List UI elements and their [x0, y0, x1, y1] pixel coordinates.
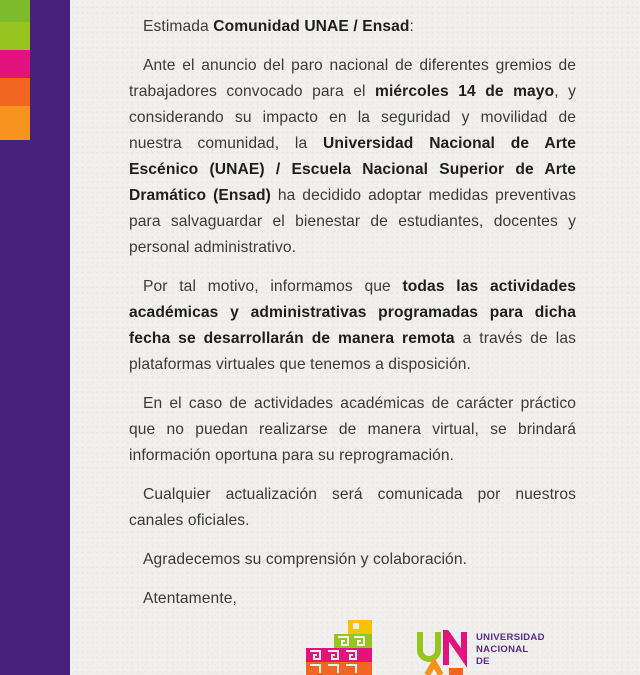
- greeting: [129, 14, 576, 40]
- color-swatch-magenta: [0, 50, 30, 78]
- unae-logo-mark-icon: [417, 630, 473, 675]
- university-name-line-2: NACIONAL: [476, 644, 529, 655]
- strike-date: miércoles 14 de mayo: [375, 83, 555, 100]
- ensad-logo-icon: [302, 618, 378, 675]
- paragraph-practical-activities: En el caso de actividades académicas de carácter práctico que no puedan realizarse de manera virtual, se brindará información oportuna para su reprogramación.: [129, 395, 576, 464]
- color-swatch-green: [0, 0, 30, 22]
- paragraph-announcement: Ante el anuncio del paro nacional de diferentes gremios de trabajadores convocado para el miércoles 14 de mayo, y considerando su impacto en la seguridad y movilidad de nuestra comunidad, la Universidad Nacional de Arte Escénico (UNAE) / Escuela Nacional Superior de Arte Dramático (Ensad) ha decidido adoptar medidas preventivas para salvaguardar el bienestar de estudiantes, docentes y personal administrativo.: [129, 57, 576, 256]
- university-name-line-1: UNIVERSIDAD: [476, 632, 545, 643]
- letter-body: [129, 14, 576, 625]
- closing: Atentamente,: [143, 590, 237, 607]
- remote-notice: todas las actividades académicas y administrativas programadas para dicha fecha se desarrollarán de manera remota: [129, 278, 576, 347]
- greeting-prefix: Estimada: [143, 18, 214, 35]
- paragraph-updates: Cualquier actualización será comunicada por nuestros canales oficiales.: [129, 486, 576, 529]
- greeting-suffix: :: [409, 18, 414, 35]
- color-swatch-amber: [0, 106, 30, 140]
- color-swatch-orange: [0, 78, 30, 106]
- university-name-line-3: DE: [476, 656, 490, 667]
- greeting-recipient: Comunidad UNAE / Ensad: [213, 18, 410, 35]
- institution-name: Universidad Nacional de Arte Escénico (UNAE) / Escuela Nacional Superior de Arte Dramático (Ensad): [129, 135, 576, 204]
- sidebar-band: [0, 0, 70, 675]
- university-name: [476, 632, 545, 668]
- paragraph-remote-activities: Por tal motivo, informamos que todas las actividades académicas y administrativas programadas para dicha fecha se desarrollarán de manera remota a través de las plataformas virtuales que tenemos a disposición.: [129, 278, 576, 373]
- paragraph-thanks: Agradecemos su comprensión y colaboración.: [143, 551, 468, 568]
- color-swatch-lime: [0, 22, 30, 50]
